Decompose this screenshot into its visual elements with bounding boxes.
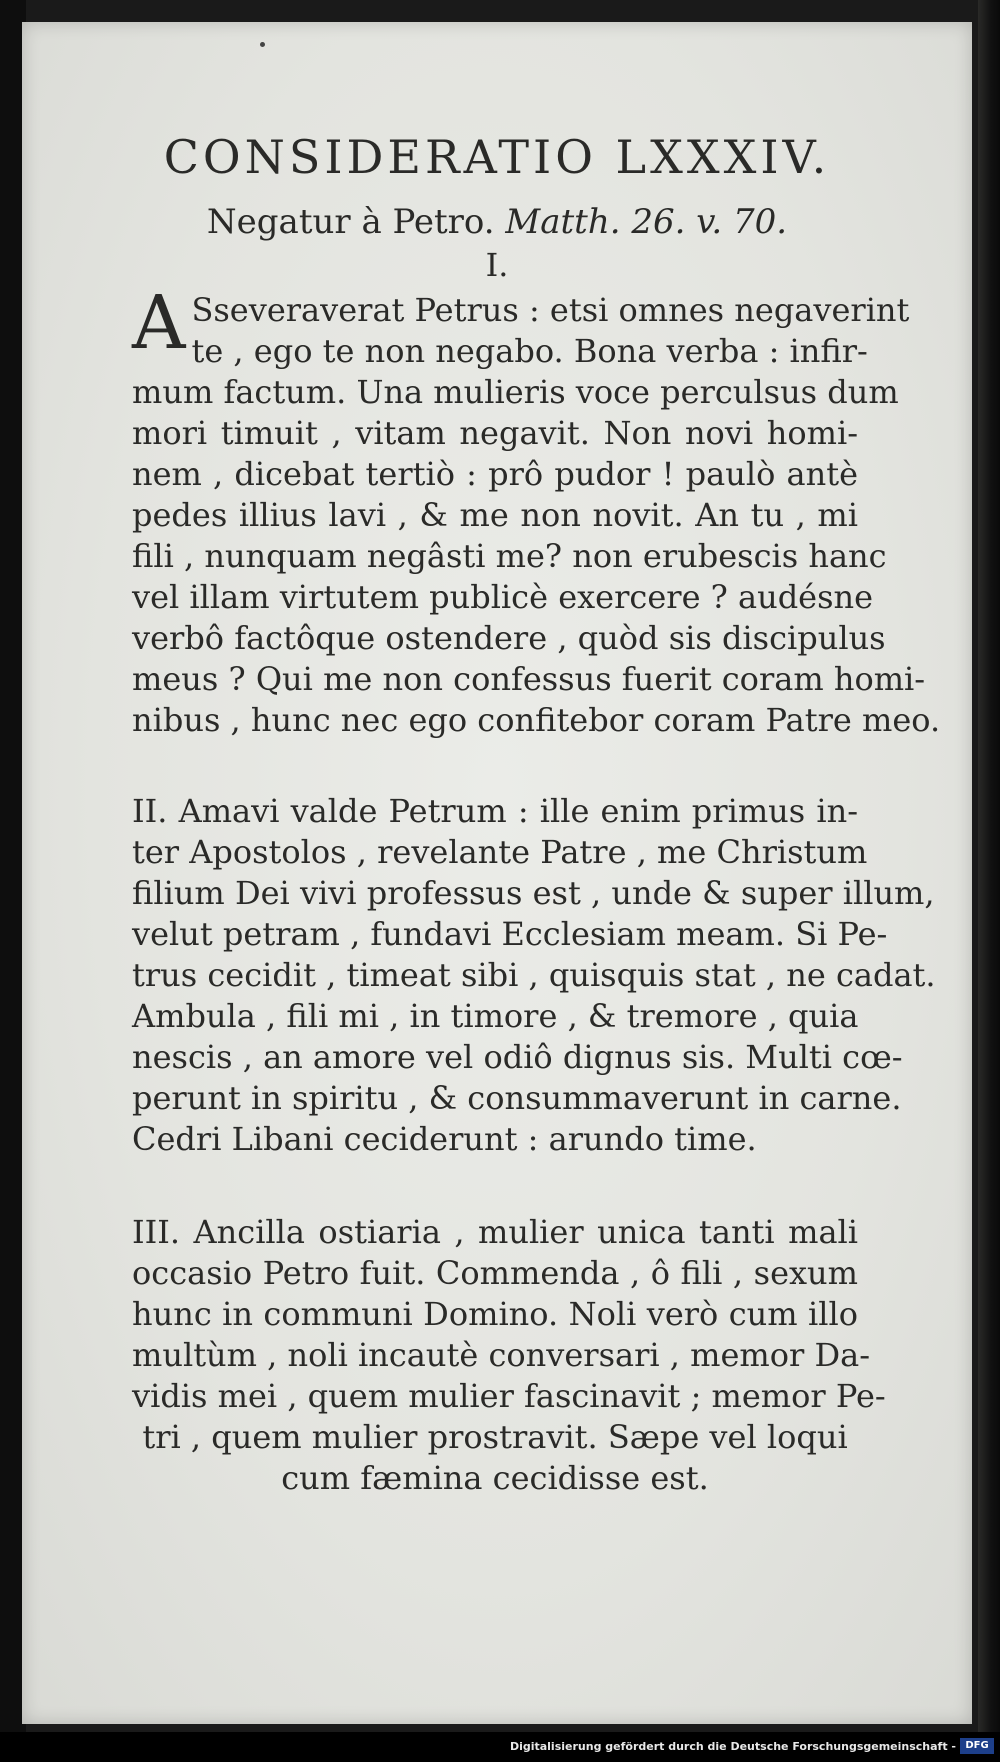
- text-line: hunc in communi Domino. Noli verò cum illo: [132, 1295, 858, 1333]
- text-line: ter Apostolos , revelante Patre , me Christum: [132, 833, 868, 871]
- text-line: III. Ancilla ostiaria , mulier unica tanti mali: [132, 1213, 858, 1251]
- text-line: te , ego te non negabo. Bona verba : infir-: [191, 332, 868, 370]
- dfg-logo-icon: DFG: [960, 1738, 994, 1754]
- text-line: verbô factôque ostendere , quòd sis discipulus: [132, 619, 886, 657]
- text-line: mum factum. Una mulieris voce perculsus dum: [132, 373, 899, 411]
- text-line: vel illam virtutem publicè exercere ? audésne: [132, 578, 874, 616]
- text-line: nescis , an amore vel odiô dignus sis. Multi cœ-: [132, 1038, 903, 1076]
- page-title: CONSIDERATIO LXXXIV.: [163, 130, 831, 184]
- text-line: velut petram , fundavi Ecclesiam meam. Si Pe-: [132, 915, 888, 953]
- text-line: fili , nunquam negâsti me? non erubescis hanc: [132, 537, 887, 575]
- ink-speck: [260, 42, 265, 47]
- text-line: meus ? Qui me non confessus fuerit coram homi-: [132, 660, 926, 698]
- funding-credit: Digitalisierung gefördert durch die Deutsche Forschungsgemeinschaft -: [509, 1740, 956, 1753]
- paragraph-three: [132, 1212, 886, 1499]
- text-line: tri , quem mulier prostravit. Sæpe vel loqui: [142, 1418, 848, 1456]
- text-line: II. Amavi valde Petrum : ille enim primus in-: [132, 792, 858, 830]
- drop-cap: A: [132, 280, 186, 366]
- scripture-reference: Matth. 26. v. 70.: [505, 202, 788, 242]
- text-line: nibus , hunc nec ego confitebor coram Patre meo.: [132, 701, 941, 739]
- text-line: cum fæmina cecidisse est.: [281, 1459, 709, 1497]
- text-line: trus cecidit , timeat sibi , quisquis stat , ne cadat.: [132, 956, 936, 994]
- text-line: multùm , noli incautè conversari , memor Da-: [132, 1336, 871, 1374]
- text-line: perunt in spiritu , & consummaverunt in carne.: [132, 1079, 902, 1117]
- text-line: mori timuit , vitam negavit. Non novi homi-: [132, 414, 858, 452]
- text-line: nem , dicebat tertiò : prô pudor ! paulò antè: [132, 455, 858, 493]
- page-subtitle: [22, 202, 972, 242]
- text-line: Ambula , fili mi , in timore , & tremore , quia: [132, 997, 859, 1035]
- section-numeral-one: I.: [485, 246, 509, 284]
- text-line: occasio Petro fuit. Commenda , ô fili , sexum: [132, 1254, 858, 1292]
- scan-edge-right: [978, 0, 1000, 1762]
- digitization-footer: [0, 1732, 1000, 1762]
- text-line: Sseveraverat Petrus : etsi omnes negaverint: [191, 291, 910, 329]
- text-line: filium Dei vivi professus est , unde & super illum,: [132, 874, 935, 912]
- paragraph-two: [132, 791, 936, 1160]
- text-line: vidis mei , quem mulier fascinavit ; memor Pe-: [132, 1377, 886, 1415]
- subtitle-text: Negatur à Petro.: [206, 202, 495, 242]
- paragraph-one: [132, 280, 941, 741]
- text-line: pedes illius lavi , & me non novit. An tu , mi: [132, 496, 858, 534]
- book-page: [22, 22, 972, 1724]
- text-line: Cedri Libani ceciderunt : arundo time.: [132, 1120, 757, 1158]
